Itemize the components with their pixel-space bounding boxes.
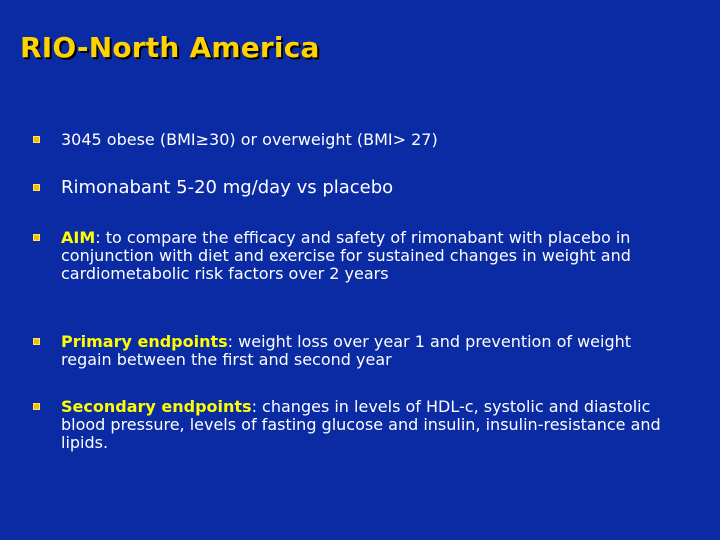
bullet-text: : weight loss over year 1 and prevention of weight regain between the first and second year xyxy=(61,332,632,369)
bullet-text: : to compare the efficacy and safety of rimonabant with placebo in conjunction with diet and exercise for sustained changes in weight and cardiometabolic risk factors over 2 years xyxy=(61,228,631,283)
slide-title: RIO-North America xyxy=(20,31,320,64)
bullet-text: 3045 obese (BMI≥30) or overweight (BMI> 27) xyxy=(61,130,438,149)
square-bullet-icon xyxy=(33,184,40,191)
bullet-text-block xyxy=(61,333,683,369)
bullet-item-primary-endpoints xyxy=(33,333,683,369)
bullet-item-aim xyxy=(33,229,683,283)
square-bullet-icon xyxy=(33,338,40,345)
bullet-item-secondary-endpoints xyxy=(33,398,683,452)
square-bullet-icon xyxy=(33,403,40,410)
bullet-keyword: AIM xyxy=(61,228,96,247)
bullet-text: : changes in levels of HDL-c, systolic and diastolic blood pressure, levels of fasting glucose and insulin, insulin-resistance and lipids. xyxy=(61,397,661,452)
bullet-keyword: Secondary endpoints xyxy=(61,397,252,416)
square-bullet-icon xyxy=(33,234,40,241)
bullet-text: Rimonabant 5-20 mg/day vs placebo xyxy=(61,177,394,198)
bullet-item-dosage xyxy=(33,178,683,198)
bullet-item-cohort xyxy=(33,131,683,149)
bullet-text-block xyxy=(61,398,683,452)
bullet-keyword: Primary endpoints xyxy=(61,332,228,351)
bullet-text-block xyxy=(61,229,683,283)
square-bullet-icon xyxy=(33,136,40,143)
